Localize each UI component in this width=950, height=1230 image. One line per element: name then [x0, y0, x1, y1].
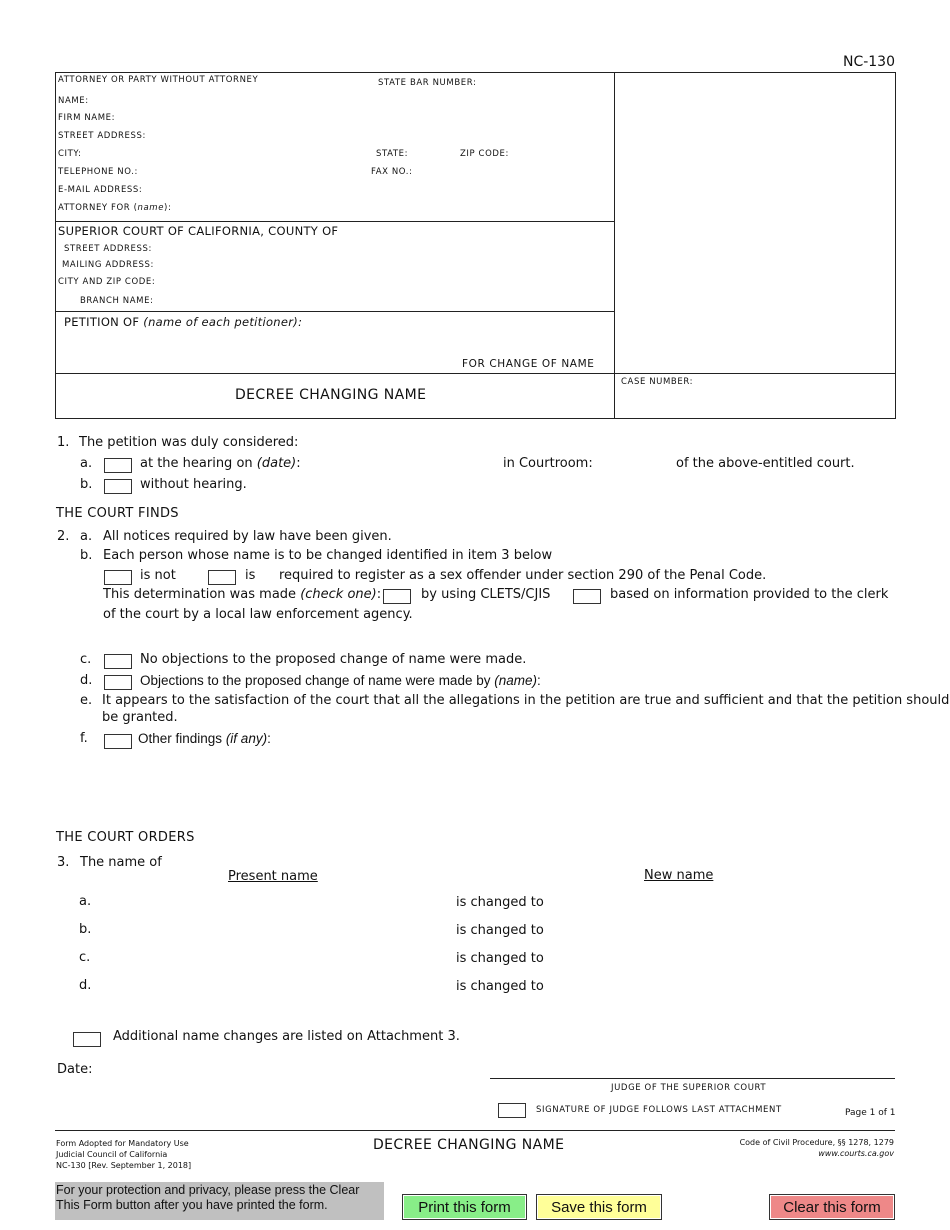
item2e-text-2: be granted.: [102, 710, 178, 725]
objections-label: Objections to the proposed change of name were made by (name):: [140, 673, 541, 688]
item2b-text: Each person whose name is to be changed identified in item 3 below: [103, 548, 553, 563]
footer-title: DECREE CHANGING NAME: [373, 1137, 565, 1153]
court-finds-heading: THE COURT FINDS: [56, 506, 179, 521]
without-hearing-checkbox[interactable]: [104, 479, 132, 494]
date-label: Date:: [57, 1062, 93, 1077]
name-row-b-changed: is changed to: [456, 923, 544, 938]
is-label: is: [245, 568, 256, 583]
print-button[interactable]: Print this form: [402, 1194, 527, 1220]
signature-line: [490, 1078, 895, 1079]
adopted-line-2: Judicial Council of California: [56, 1150, 168, 1159]
item1-number: 1.: [57, 435, 70, 450]
item2a-text: All notices required by law have been given.: [103, 529, 392, 544]
case-number-label: CASE NUMBER:: [621, 377, 694, 387]
item3-text: The name of: [80, 855, 162, 870]
item1-text: The petition was duly considered:: [79, 435, 299, 450]
city-zip-label: CITY AND ZIP CODE:: [58, 277, 156, 287]
form-id: NC-130: [842, 54, 895, 70]
item2c-letter: c.: [80, 652, 92, 667]
determination-label: This determination was made (check one):: [103, 587, 382, 602]
name-row-c-letter: c.: [79, 950, 91, 965]
attachment-3-label: Additional name changes are listed on Attachment 3.: [113, 1029, 460, 1044]
clets-checkbox[interactable]: [383, 589, 411, 604]
state-bar-label: STATE BAR NUMBER:: [378, 78, 477, 88]
hearing-checkbox[interactable]: [104, 458, 132, 473]
for-change-label: FOR CHANGE OF NAME: [462, 358, 595, 370]
based-label: based on information provided to the clerk: [610, 587, 889, 602]
petition-of-label: PETITION OF (name of each petitioner):: [64, 315, 303, 329]
required-text: required to register as a sex offender under section 290 of the Penal Code.: [279, 568, 767, 583]
name-row-a-changed: is changed to: [456, 895, 544, 910]
hearing-label: at the hearing on (date):: [140, 456, 301, 471]
court-title: SUPERIOR COURT OF CALIFORNIA, COUNTY OF: [58, 224, 339, 238]
no-objections-label: No objections to the proposed change of name were made.: [140, 652, 527, 667]
above-entitled-label: of the above-entitled court.: [676, 456, 855, 471]
rule: [55, 373, 895, 374]
item2-number: 2.: [57, 529, 70, 544]
present-name-header: Present name: [228, 869, 318, 884]
caption-divider: [614, 72, 615, 418]
item1b-letter: b.: [80, 477, 93, 492]
other-findings-checkbox[interactable]: [104, 734, 132, 749]
other-findings-label: Other findings (if any):: [138, 731, 271, 746]
save-button[interactable]: Save this form: [536, 1194, 662, 1220]
branch-label: BRANCH NAME:: [80, 296, 154, 306]
is-checkbox[interactable]: [208, 570, 236, 585]
item2b-letter: b.: [80, 548, 93, 563]
attorney-label: ATTORNEY OR PARTY WITHOUT ATTORNEY: [58, 75, 259, 85]
privacy-notice: [55, 1182, 384, 1220]
item2a-letter: a.: [80, 529, 93, 544]
rule: [55, 311, 615, 312]
item2f-letter: f.: [80, 731, 88, 746]
attorney-for-label: ATTORNEY FOR (name):: [58, 203, 172, 213]
item1a-letter: a.: [80, 456, 93, 471]
judge-label: JUDGE OF THE SUPERIOR COURT: [611, 1083, 767, 1093]
signature-follows-checkbox[interactable]: [498, 1103, 526, 1118]
firm-label: FIRM NAME:: [58, 113, 116, 123]
city-label: CITY:: [58, 149, 82, 159]
street-label: STREET ADDRESS:: [58, 131, 146, 141]
item2d-letter: d.: [80, 673, 93, 688]
mailing-label: MAILING ADDRESS:: [62, 260, 154, 270]
courtroom-label: in Courtroom:: [503, 456, 593, 471]
rule: [55, 221, 615, 222]
email-label: E-MAIL ADDRESS:: [58, 185, 143, 195]
footer-rule: [55, 1130, 895, 1131]
telephone-label: TELEPHONE NO.:: [58, 167, 138, 177]
clets-label: by using CLETS/CJIS: [421, 587, 551, 602]
fax-label: FAX NO.:: [371, 167, 413, 177]
signature-follows-label: SIGNATURE OF JUDGE FOLLOWS LAST ATTACHMENT: [536, 1105, 782, 1115]
court-street-label: STREET ADDRESS:: [64, 244, 152, 254]
name-label: NAME:: [58, 96, 89, 106]
clear-button[interactable]: Clear this form: [769, 1194, 895, 1220]
of-court-label: of the court by a local law enforcement agency.: [103, 607, 413, 622]
local-agency-checkbox[interactable]: [573, 589, 601, 604]
adopted-line-3: NC-130 [Rev. September 1, 2018]: [56, 1161, 192, 1170]
objections-checkbox[interactable]: [104, 675, 132, 690]
page-number: Page 1 of 1: [845, 1108, 896, 1118]
name-row-b-letter: b.: [79, 922, 92, 937]
without-hearing-label: without hearing.: [140, 477, 247, 492]
code-citation: Code of Civil Procedure, §§ 1278, 1279: [739, 1138, 894, 1147]
zip-label: ZIP CODE:: [460, 149, 509, 159]
adopted-line-1: Form Adopted for Mandatory Use: [56, 1139, 189, 1148]
item2e-letter: e.: [80, 693, 93, 708]
new-name-header: New name: [644, 868, 714, 883]
name-row-a-letter: a.: [79, 894, 92, 909]
name-row-d-letter: d.: [79, 978, 92, 993]
is-not-checkbox[interactable]: [104, 570, 132, 585]
privacy-line-1: For your protection and privacy, please press the Clear: [56, 1183, 360, 1197]
name-row-c-changed: is changed to: [456, 951, 544, 966]
no-objections-checkbox[interactable]: [104, 654, 132, 669]
item2e-text-1: It appears to the satisfaction of the court that all the allegations in the petition are true and sufficient and that the petition should: [102, 693, 950, 708]
item3-number: 3.: [57, 855, 70, 870]
attachment-3-checkbox[interactable]: [73, 1032, 101, 1047]
privacy-line-2: This Form button after you have printed the form.: [56, 1198, 328, 1212]
is-not-label: is not: [140, 568, 176, 583]
name-row-d-changed: is changed to: [456, 979, 544, 994]
court-orders-heading: THE COURT ORDERS: [56, 830, 195, 845]
state-label: STATE:: [376, 149, 409, 159]
website-link[interactable]: www.courts.ca.gov: [818, 1149, 894, 1158]
decree-title: DECREE CHANGING NAME: [235, 387, 427, 403]
